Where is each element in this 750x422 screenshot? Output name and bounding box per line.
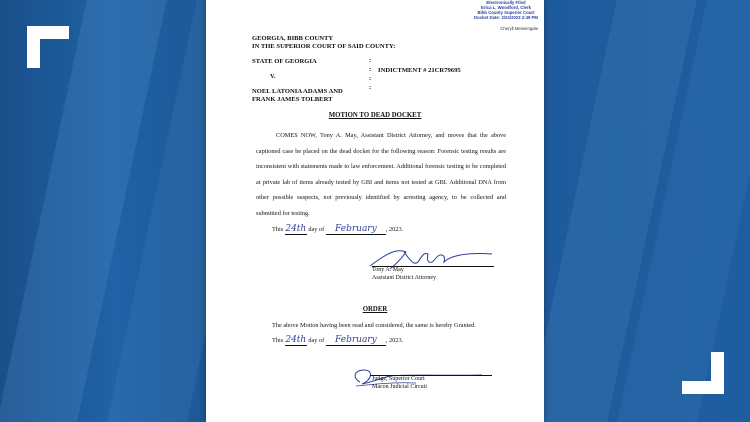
- handwritten-day: 24th: [285, 224, 307, 234]
- corner-bracket-top-left: [27, 26, 69, 68]
- caption-colon: :: [369, 66, 372, 73]
- prosecutor-title: Assistant District Attorney: [372, 274, 436, 281]
- date-year: , 2023.: [385, 226, 404, 233]
- date-middle: day of: [308, 337, 325, 344]
- motion-title: MOTION TO DEAD DOCKET: [328, 112, 422, 119]
- court-header: [252, 35, 395, 51]
- date-year: , 2023.: [385, 337, 404, 344]
- motion-text: COMES NOW, Tony A. May, Assistant District Attorney, and moves that the above captioned case be placed on the dead docket for the following reason: Forensic testing results are inconsistent with statements made to law enforcement. Additional forensic testing to be completed at private lab of items already tested by GBI and items not tested at GBI. Additional DNA from other possible suspects, not previously identified by arresting agency, to be collected and submitted for testing.: [256, 132, 506, 217]
- clerk-name: Cheryll Messengale: [500, 26, 538, 31]
- caption-colon: :: [369, 57, 372, 64]
- prosecutor-block: [372, 267, 436, 282]
- defendant-1: NOEL LATONIA ADAMS AND: [252, 88, 343, 95]
- handwritten-day: 24th: [285, 335, 307, 345]
- caption-colon: :: [369, 84, 372, 91]
- corner-bracket-bottom-right: [682, 352, 724, 394]
- order-body: The above Motion having been read and considered, the same is hereby Granted.: [272, 322, 476, 329]
- stamp-line: Electronically Filed: [486, 0, 526, 5]
- date-middle: day of: [308, 226, 325, 233]
- motion-body: [256, 128, 506, 221]
- county-line: GEORGIA, BIBB COUNTY: [252, 35, 334, 42]
- prosecutor-name: Tony A. May: [372, 267, 404, 273]
- stamp-line: Bibb County Superior Court: [477, 10, 535, 15]
- handwritten-month: February: [326, 336, 386, 346]
- order-date-line: [272, 336, 403, 346]
- date-prefix: This: [272, 226, 284, 233]
- motion-date-line: [272, 225, 403, 235]
- caption-colon: :: [369, 75, 372, 82]
- judge-title: Judge, Superior Court: [372, 376, 425, 382]
- order-title: ORDER: [362, 306, 388, 313]
- judge-block: [372, 376, 427, 391]
- handwritten-month: February: [326, 225, 386, 235]
- judicial-circuit: Macon Judicial Circuit: [372, 383, 427, 390]
- indictment-number: INDICTMENT # 21CR79695: [378, 67, 461, 74]
- stamp-line: Docket Date: 2/24/2023 2:49 PM: [473, 15, 538, 20]
- filing-stamp: [474, 0, 538, 20]
- court-line: IN THE SUPERIOR COURT OF SAID COUNTY:: [252, 43, 396, 50]
- defendant-2: FRANK JAMES TOLBERT: [252, 96, 333, 103]
- versus: V.: [270, 73, 276, 80]
- stamp-line: Erica L. Woodford, Clerk: [480, 5, 532, 10]
- plaintiff: STATE OF GEORGIA: [252, 58, 317, 65]
- court-document: [206, 0, 544, 422]
- date-prefix: This: [272, 337, 284, 344]
